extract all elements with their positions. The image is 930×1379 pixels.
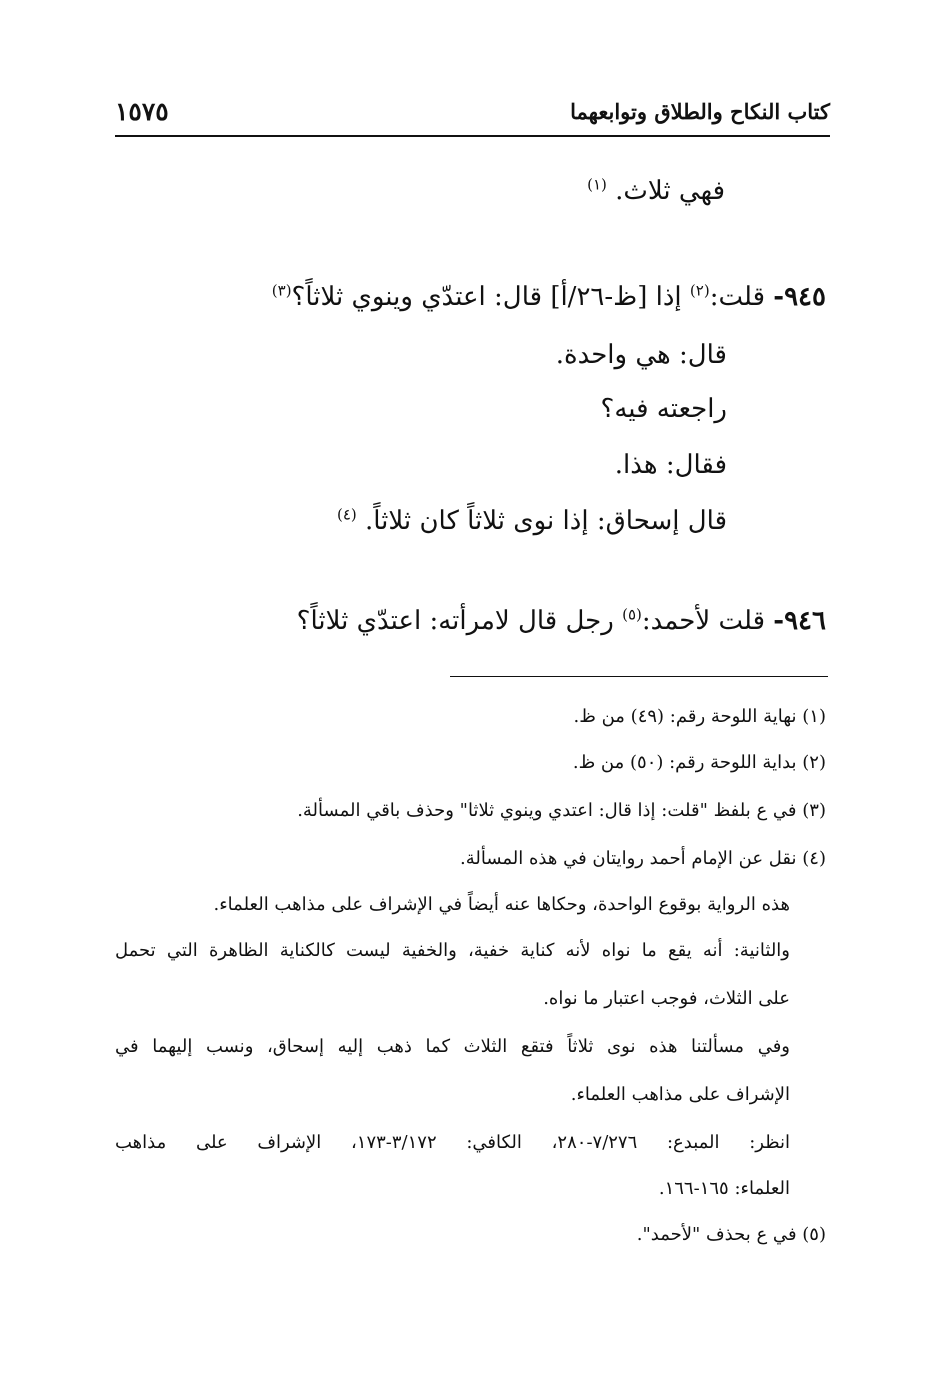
footnote-4-para-4-line-2: العلماء: ١٦٥-١٦٦. [658, 1178, 790, 1199]
footnote-ref-3: (٣) [271, 281, 292, 300]
page-header [115, 95, 830, 137]
footnote-4-para-3-line-1: وفي مسألتنا هذه نوى ثلاثاً فتقع الثلاث كما ذهب إليه إسحاق، ونسب إليهما في [115, 1036, 790, 1057]
footnote-divider [450, 676, 828, 677]
page-number: ١٥٧٥ [115, 97, 169, 126]
answer-line-2: راجعته فيه؟ [600, 394, 727, 424]
footnote-ref-5: (٥) [622, 605, 642, 624]
footnote-3: (٣) في ع بلفظ "قلت: إذا قال: اعتدي وينوي ثلاثا" وحذف باقي المسألة. [297, 800, 826, 821]
footnote-1: (١) نهاية اللوحة رقم: (٤٩) من ظ. [573, 706, 826, 727]
footnote-4-para-2-line-1: والثانية: أنه يقع ما نواه لأنه كناية خفية، والخفية ليست كالكناية الظاهرة التي تحمل [115, 940, 790, 961]
footnote-4-para-4-line-1: انظر: المبدع: ٧/٢٧٦-٢٨٠، الكافي: ٣/١٧٢-١٧٣، الإشراف على مذاهب [115, 1132, 791, 1153]
footnote-4-para-2-line-2: على الثلاث، فوجب اعتبار ما نواه. [543, 988, 790, 1009]
item-945-part1: قلت: [709, 282, 766, 312]
item-number: ٩٤٥- [773, 282, 826, 312]
footnote-2: (٢) بداية اللوحة رقم: (٥٠) من ظ. [572, 752, 826, 773]
footnote-4-para-1: هذه الرواية بوقوع الواحدة، وحكاها عنه أيضاً في الإشراف على مذاهب العلماء. [213, 894, 790, 915]
answer-line-1: قال: هي واحدة. [555, 340, 727, 370]
answer-line-4-content: قال إسحاق: إذا نوى ثلاثاً كان ثلاثاً. [365, 506, 727, 536]
footnote-ref-2: (٢) [689, 281, 710, 300]
text-line-1-content: فهي ثلاث. [615, 176, 725, 206]
item-945 [272, 282, 826, 312]
footnote-ref-4: (٤) [336, 505, 357, 524]
item-946-part1: قلت لأحمد: [641, 606, 766, 636]
text-line-1 [587, 176, 725, 206]
item-946-part2: رجل قال لامرأته: اعتدّي ثلاثاً؟ [296, 606, 614, 636]
item-945-part2: إذا [ظ-٢٦/أ] قال: اعتدّي وينوي ثلاثاً؟ [291, 282, 682, 312]
answer-line-3: فقال: هذا. [614, 450, 727, 480]
footnote-4: (٤) نقل عن الإمام أحمد روايتان في هذه المسألة. [459, 848, 826, 869]
footnote-ref-1: (١) [587, 175, 607, 194]
item-number: ٩٤٦- [773, 606, 826, 636]
footnote-4-para-3-line-2: الإشراف على مذاهب العلماء. [570, 1084, 790, 1105]
item-946 [297, 606, 826, 636]
footnote-5: (٥) في ع بحذف "لأحمد". [636, 1224, 826, 1245]
running-title: كتاب النكاح والطلاق وتوابعهما [570, 99, 830, 124]
answer-line-4 [337, 506, 727, 536]
